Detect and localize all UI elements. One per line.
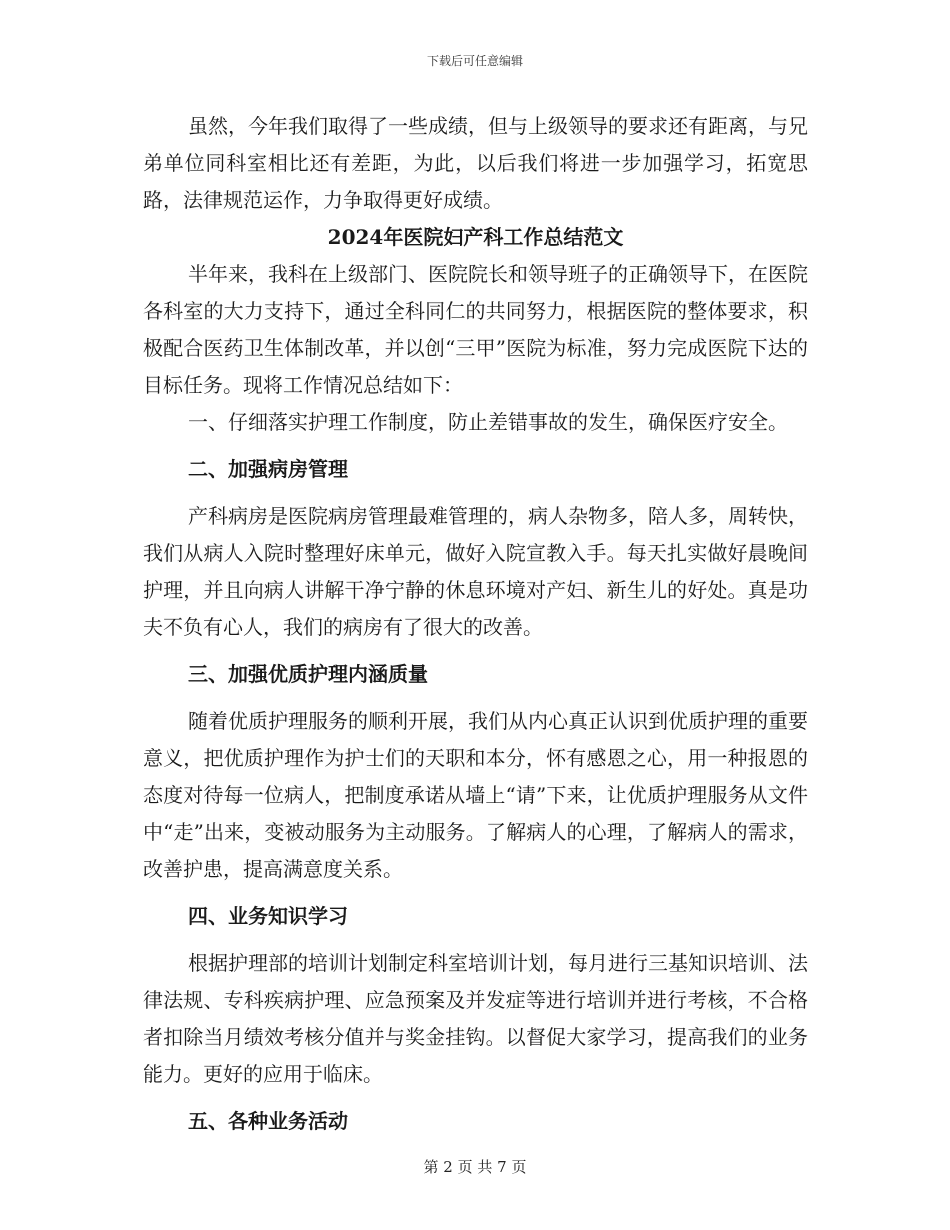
section-1-paragraph: 一、仔细落实护理工作制度，防止差错事故的发生，确保医疗安全。	[188, 410, 788, 434]
intro-paragraph: 虽然，今年我们取得了一些成绩，但与上级领导的要求还有距离，与兄弟单位同科室相比还有差距，为此，以后我们将进一步加强学习，拓宽思路，法律规范运作，力争取得更好成绩。	[143, 114, 808, 212]
section-3-heading: 三、加强优质护理内涵质量	[188, 662, 428, 686]
section-2-paragraph: 产科病房是医院病房管理最难管理的，病人杂物多，陪人多，周转快，我们从病人入院时整理好床单元，做好入院宣教入手。每天扎实做好晨晚间护理，并且向病人讲解干净宁静的休息环境对产妇、新生儿的好处。真是功夫不负有心人，我们的病房有了很大的改善。	[143, 504, 808, 639]
section-2-heading: 二、加强病房管理	[188, 457, 348, 481]
section-5-heading: 五、各种业务活动	[188, 1109, 348, 1133]
document-body	[143, 108, 808, 1140]
section-4-heading: 四、业务知识学习	[188, 904, 348, 928]
section-3-paragraph: 随着优质护理服务的顺利开展，我们从内心真正认识到优质护理的重要意义，把优质护理作为护士们的天职和本分，怀有感恩之心，用一种报恩的态度对待每一位病人，把制度承诺从墙上“请”下来，让优质护理服务从文件中“走”出来，变被动服务为主动服务。了解病人的心理，了解病人的需求，改善护患，提高满意度关系。	[143, 709, 808, 881]
section-4-paragraph: 根据护理部的培训计划制定科室培训计划，每月进行三基知识培训、法律法规、专科疾病护理、应急预案及并发症等进行培训并进行考核，不合格者扣除当月绩效考核分值并与奖金挂钩。以督促大家学习，提高我们的业务能力。更好的应用于临床。	[143, 951, 808, 1086]
page-number: 第 2 页 共 7 页	[423, 1158, 527, 1176]
page-header-note: 下载后可任意编辑	[426, 54, 523, 68]
document-title: 2024年医院妇产科工作总结范文	[327, 225, 624, 249]
opening-paragraph: 半年来，我科在上级部门、医院院长和领导班子的正确领导下，在医院各科室的大力支持下，通过全科同仁的共同努力，根据医院的整体要求，积极配合医药卫生体制改革，并以创“三甲”医院为标准，努力完成医院下达的目标任务。现将工作情况总结如下：	[143, 262, 808, 397]
